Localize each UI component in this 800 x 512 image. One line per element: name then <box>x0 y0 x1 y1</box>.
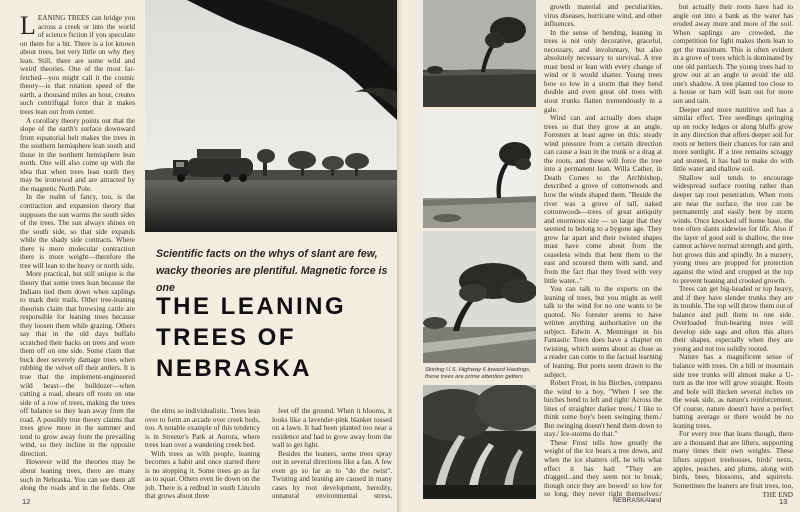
paragraph: You can talk to the experts on the leaning of trees, but you might as well talk to the wind for no one wants to be quoted. No forester seems to have written anything authoritative on the subject. Edwin A. Menninger in his Fantastic Trees does have a chapter on twisting, which seems about as close as a reader can come to the factual learning of leaning. But poets seem drawn to the subject. <box>544 285 662 379</box>
photo-trees-along-highway <box>423 231 536 363</box>
paragraph: Robert Frost, in his Birches, compares the wind to a boy, "When I see the birches bend to left and right/ Across the lines of straighter darker trees,/ I like to think some boy's been swinging them./ But swinging doesn't bend them down to stay./ Ice-storms do that." <box>544 379 662 439</box>
photo-lone-tree-in-field <box>423 110 536 228</box>
paragraph-text: EANING TREES can bridge you across a creek or into the world of science fiction if you speculate on them for a bit. There is a lot known about trees, but very little on why they lean. Still, there are some wild and weird theories. One of the most far-fetched—you might call it the cosmic theory—is that rotation speed of the earth, a thousand miles an hour, creates such centrifugal force that it makes trees lean out from center. <box>20 14 135 117</box>
paragraph: With trees as with people, leaning becomes a habit and once started there is no stopping it. Some trees go as far as to squat. Others even lie down on the job. There is a redbud in south Lincoln that grows about three <box>145 449 260 501</box>
right-column-1 <box>544 3 662 499</box>
paragraph: More practical, but still unique is the theory that some trees lean because the Indians tied them down when saplings to mark their trails. Other tree-leaning theorists claim that browsing cattle are responsible for leaning trees because they loosen them while grazing. Others say that in the old days buffalo scratched their backs on trees and wore them off on one side. Some claim that buck deer severely damage trees when rubbing the velvet off their antlers. It is true that the implement-engineered wild beast—the bulldozer—when cutting a road, shears off roots on one side of a row of trees, making the trees off balance so they lean away from the road. A possibly true theory claims that trees grow more in the summer and tend to grow away from the prevailing wind, so they incline in the opposite direction. <box>20 270 135 458</box>
paragraph: However wild the theories may be about leaning trees, there are many such in Nebraska. You can see them all along the roads and in the fields. One <box>20 458 135 493</box>
photo-graphic <box>423 385 536 499</box>
left-column-2 <box>145 407 260 501</box>
end-mark: THE END <box>762 491 793 499</box>
photo-graphic <box>423 110 536 228</box>
paragraph: but actually their roots have had to angle out into a bank as the water has eroded away more and more of the soil. When saplings are crowded, the competition for light makes them lean to get the maximum. This is often evident in a grove of trees which is dominated by one old patriarch. The young trees had to grow out at an angle to avoid the old one's shadow. A tree planted too close to a house or barn will lean out for more sun and rain. <box>673 3 793 106</box>
photo-graphic <box>423 231 536 363</box>
paragraph: Nature has a magnificent sense of balance with trees. On a hill or mountain side tree trunks will almost make a U-turn as the tree will grow straight. Roots and bole will thicken several inches on the weak side, as nature's reinforcement. Of course, nature doesn't have a perfect batting average or there would be no leaning trees. <box>673 353 793 430</box>
right-page-number: 13 <box>779 497 788 506</box>
paragraph: These Frost tells how greatly the weight of the ice bears a tree down, and when the ice shatters off, he tells what effect it has had: "They are dragged...and they seem not to break; though once they are bowed/ so low for so long, they never right themselves:/ <box>544 438 662 499</box>
photo-graphic <box>423 0 536 107</box>
left-column-3 <box>272 407 392 501</box>
photo-caption: Skirting U.S. Highway 6 toward Hastings, these trees are prime attention getters <box>425 367 531 380</box>
paragraph: Besides the leaners, some trees spray out in several directions like a fan. A few even go so far as to "do the twist". Twisting and leaning are caused in many cases by root development, heredity, unnatural environmental stress, <box>272 449 392 501</box>
paragraph: Deeper and more nutritive soil has a similar effect. Tree seedlings springing up on rocky ledges or along bluffs grow in any direction that offers deeper soil for roots or betters their chances for rain and more sunlight. If a tree remains scraggy and stunted, it has had to make do with little water and shallow soil. <box>673 105 793 174</box>
article-title: THE LEANING TREES OF NEBRASKA <box>156 293 347 382</box>
article-tagline: Scientific facts on the whys of slant are few, wacky theories are plentiful. Magnetic force is one <box>156 248 388 294</box>
paragraph <box>20 14 135 117</box>
paragraph: In the realm of fancy, too, is the contraction and expansion theory that supposes the sun warms the south sides of the trees. The sun always shines on the south side, so that side expands while the shady side contracts. Where there is more molecular contraction there is more weight—therefore the tree will lean to the heavy or north side. <box>20 193 135 270</box>
paragraph: feet off the ground. When it blooms, it looks like a lavender-pink blanket tossed on a lawn. It had been planted too near a residence and had to grow away from the wall to get light. <box>272 407 392 450</box>
left-page <box>0 0 399 512</box>
photo-twisting-trees <box>423 385 536 499</box>
photo-tanker-truck-and-trees <box>145 0 397 232</box>
left-page-number: 12 <box>22 497 31 506</box>
paragraph: Wind can and actually does shape trees so that they grow at an angle. Foresters at least agree on this: steady wind pressure from a certain direction can cause a lean in the trunk or a drag at the roots, and these will force the tree into a permanent lean. Willa Cather, in Death Comes to the Archbishop, described a grove of cottonwoods and how the winds shaped them. "Beside the river was a grove of tall, naked cottonwoods—trees of great antiquity and enormous size — so large that they seemed to belong to a bygone age. They grew far apart and their twisted shapes must have come about from the ceaseless winds that bent them to the east and scoured them with sand, and from the fact that they lived with very little water..." <box>544 114 662 285</box>
paragraph: A corollary theory points out that the slope of the earth's surface downward from equatorial belt makes the trees in the southern hemisphere lean south and those in the northern hemisphere lean north. One will also come up with the idea that when trees lean north they may be ironwood and are attracted by the magnetic North Pole. <box>20 116 135 193</box>
paragraph: In the sense of bending, leaning in trees is not only decorative, graceful, necessary, and involuntary, but also absolutely necessary to survival. A tree must bend or lean with every change of wind or it would shatter. Young trees bow so low in a storm that they bend double and even great old trees with stout trunks flatten tremendously in a gale. <box>544 28 662 114</box>
paragraph: Shallow soil tends to encourage widespread surface rooting rather than deeper tap root penetration. When roots are near the surface, the tree can be permanently and easily bent by storm winds. Once knocked off home base, the tree often slants sidewise for life. Also if the layer of good soil is shallow, the tree cannot achieve normal strength and girth, but grows thin and spindly. In a nursery, young trees are propped for protection against the wind and cropped at the top to prevent leaning and crooked growth. <box>673 173 793 285</box>
magazine-footer: NEBRASKAland <box>613 497 662 504</box>
left-column-1 <box>20 14 135 494</box>
paragraph: For every tree that leans though, there are a thousand that are lifters, supporting many times their own weights. These lifters support treehouses, birds' nests, apples, peaches, and plums, along with birds, bees, blossoms, and squirrels. Sometimes the leaners are fruit trees, too, <box>673 430 793 490</box>
paragraph: the elms so individualistic. Trees lean over to form an arcade over creek beds, too. A notable example of this tendency is in Streeter's Park at Aurora, where trees lean over a wandering creek bed. <box>145 407 260 450</box>
right-column-2 <box>673 3 793 491</box>
photo-graphic <box>145 0 397 232</box>
paragraph: growth material and peculiarities, virus diseases, hurricane wind, and other influences. <box>544 3 662 29</box>
drop-cap: L <box>20 14 36 40</box>
photo-leaning-tree-on-horizon <box>423 0 536 107</box>
right-page <box>401 0 800 512</box>
paragraph: Trees can get big-headed or top heavy, and if they have slender trunks they are in trouble. The top will throw them out of balance and pull them to one side. Overloaded fruit-bearing trees will develop side sags and often this alters their shapes, especially when they are young and not too solidly rooted. <box>673 285 793 353</box>
